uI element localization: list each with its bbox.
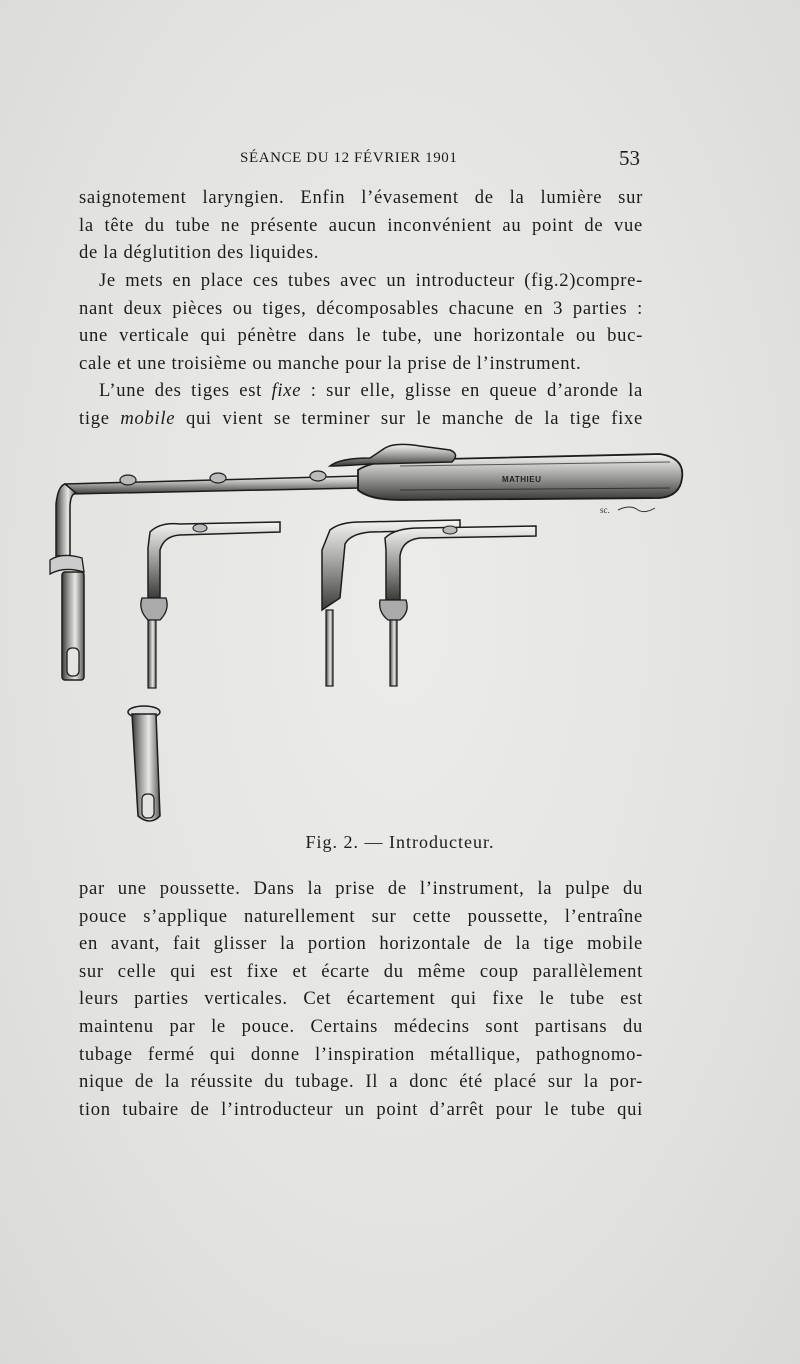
introducer-illustration xyxy=(40,438,700,833)
paragraph-2 xyxy=(79,267,643,377)
italic-fixe: fixe xyxy=(271,380,302,401)
text-line: cale et une troisième ou manche pour la prise de l’instrument. xyxy=(79,352,582,374)
text-line: maintenu par le pouce. Certains médecins sont partisans du xyxy=(79,1015,643,1037)
italic-mobile: mobile xyxy=(120,407,176,429)
text-line xyxy=(79,405,643,433)
text-line: leurs parties verticales. Cet écartement qui fixe le tube est xyxy=(79,988,643,1010)
text-run: qui vient se terminer sur le manche de la tige fixe xyxy=(175,407,643,429)
stem-piece-3 xyxy=(380,526,536,686)
text-line: tion tubaire de l’introducteur un point d’arrêt pour le tube qui xyxy=(79,1098,643,1120)
text-line: nique de la réussite du tubage. Il a donc été placé sur la por- xyxy=(79,1071,643,1093)
text-line: pouce s’applique naturellement sur cette poussette, l’entraîne xyxy=(79,905,643,927)
stem-piece-1 xyxy=(141,522,280,688)
text-line xyxy=(79,377,643,405)
figure-introducteur xyxy=(40,438,700,833)
text-line: tubage fermé qui donne l’inspiration métallique, pathognomo- xyxy=(79,1043,643,1065)
text-line: sur celle qui est fixe et écarte du même coup parallèlement xyxy=(79,960,643,982)
text-line: par une poussette. Dans la prise de l’instrument, la pulpe du xyxy=(79,878,643,899)
paragraph-4 xyxy=(79,875,643,1123)
text-run: tige xyxy=(79,407,121,429)
figure-caption: Fig. 2. — Introducteur. xyxy=(305,832,495,852)
assembled-instrument xyxy=(50,444,682,680)
text-run: : sur elle, glisse en queue d’aronde la xyxy=(301,380,643,401)
text-line: de la déglutition des liquides. xyxy=(79,242,320,264)
text-line: nant deux pièces ou tiges, décomposables chacune en 3 parties : xyxy=(79,297,643,319)
page-header xyxy=(0,146,800,174)
signature-flourish xyxy=(618,507,655,512)
laryngeal-tube xyxy=(128,706,160,821)
page-number: 53 xyxy=(619,146,640,170)
text-line: la tête du tube ne présente aucun inconvénient au point de vue xyxy=(79,214,643,236)
text-run: L’une des tiges est xyxy=(99,380,272,401)
maker-label: MATHIEU xyxy=(502,475,542,484)
paragraph-3 xyxy=(79,377,643,432)
text-line: une verticale qui pénètre dans le tube, une horizontale ou buc- xyxy=(79,325,643,347)
paragraph-1 xyxy=(79,184,643,267)
text-line: en avant, fait glisser la portion horizontale de la tige mobile xyxy=(79,933,643,955)
running-title: SÉANCE DU 12 FÉVRIER 1901 xyxy=(240,150,458,166)
text-line: saignotement laryngien. Enfin l’évasement de la lumière sur xyxy=(79,187,643,208)
engraver-signature: sc. xyxy=(600,505,610,515)
text-line: Je mets en place ces tubes avec un introducteur (fig.2)compre- xyxy=(99,270,643,291)
